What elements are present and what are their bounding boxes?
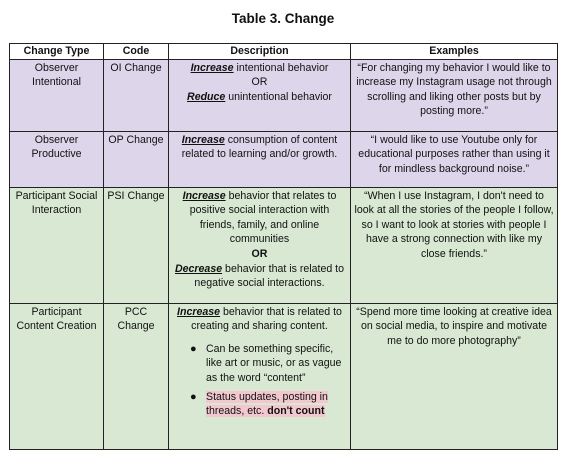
header-description: Description bbox=[169, 44, 351, 60]
bullet-text: Status updates, posting in threads, etc. bbox=[206, 390, 328, 418]
change-type-cell: Participant Content Creation bbox=[10, 303, 104, 449]
description-verb: Decrease bbox=[174, 262, 223, 275]
description-text: intentional behavior bbox=[233, 61, 329, 74]
code-cell: OP Change bbox=[104, 131, 169, 187]
bullet-item bbox=[190, 342, 347, 386]
description-cell bbox=[169, 303, 351, 449]
header-examples: Examples bbox=[351, 44, 558, 60]
change-type-cell: Participant Social Interaction bbox=[10, 187, 104, 303]
description-or: OR bbox=[251, 247, 268, 260]
description-cell bbox=[169, 131, 351, 187]
description-cell bbox=[169, 187, 351, 303]
highlighted-bullet-text bbox=[206, 391, 328, 418]
table-title: Table 3. Change bbox=[231, 11, 335, 26]
description-verb: Increase bbox=[181, 133, 225, 146]
description-text: behavior that is related to creating and sharing content. bbox=[191, 305, 342, 333]
header-row bbox=[10, 44, 558, 60]
bullet-text: Can be something specific, like art or music, or as vague as the word “content” bbox=[206, 342, 342, 384]
description-verb: Reduce bbox=[187, 90, 226, 103]
description-bullet-list bbox=[172, 342, 347, 419]
bullet-item-highlighted bbox=[190, 390, 347, 419]
description-verb: Increase bbox=[177, 305, 221, 318]
description-verb: Increase bbox=[182, 189, 226, 202]
bullet-dot-icon: ● bbox=[190, 390, 197, 403]
table-row bbox=[10, 303, 558, 449]
table-row bbox=[10, 187, 558, 303]
change-type-cell: Observer Intentional bbox=[10, 59, 104, 131]
code-cell: PSI Change bbox=[104, 187, 169, 303]
example-cell: “I would like to use Youtube only for educational purposes rather than using it for mindless background noise.” bbox=[351, 131, 558, 187]
description-cell bbox=[169, 59, 351, 131]
example-cell: “For changing my behavior I would like to increase my Instagram usage not through scrolling and liking other posts but by posting more.” bbox=[351, 59, 558, 131]
description-text: behavior that is related to negative social interactions. bbox=[194, 262, 345, 290]
header-code: Code bbox=[104, 44, 169, 60]
bullet-dot-icon: ● bbox=[190, 342, 197, 355]
table-row bbox=[10, 59, 558, 131]
table-row bbox=[10, 131, 558, 187]
description-or: OR bbox=[251, 76, 268, 89]
change-table bbox=[9, 43, 558, 450]
code-cell: PCC Change bbox=[104, 303, 169, 449]
description-text: behavior that relates to positive social interaction with friends, family, and online communities bbox=[189, 189, 337, 246]
description-text: consumption of content related to learning and/or growth. bbox=[181, 133, 338, 161]
bullet-emphasis: don't count bbox=[267, 405, 325, 418]
code-cell: OI Change bbox=[104, 59, 169, 131]
change-type-cell: Observer Productive bbox=[10, 131, 104, 187]
header-change-type: Change Type bbox=[10, 44, 104, 60]
example-cell: “When I use Instagram, I don't need to look at all the stories of the people I follow, so I want to look at stories with people I have a strong connection with like my close friends.” bbox=[351, 187, 558, 303]
example-cell: “Spend more time looking at creative idea on social media, to inspire and motivate me to do more photography” bbox=[351, 303, 558, 449]
description-verb: Increase bbox=[190, 61, 234, 74]
description-text: unintentional behavior bbox=[225, 90, 332, 103]
